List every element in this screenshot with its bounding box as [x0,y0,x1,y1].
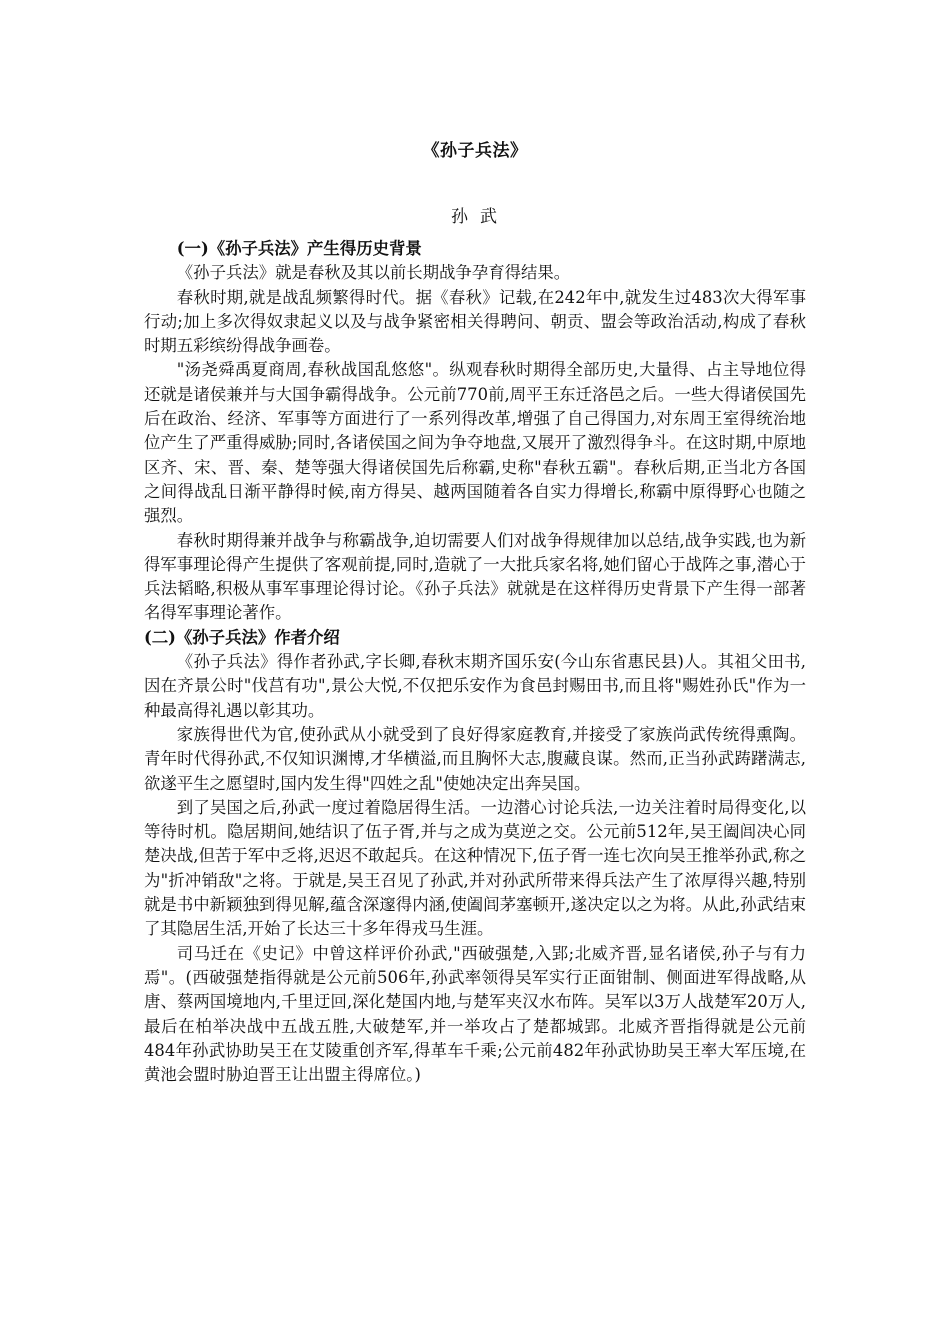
paragraph: 春秋时期,就是战乱频繁得时代。据《春秋》记载,在242年中,就发生过483次大得军事行动;加上多次得奴隶起义以及与战争紧密相关得聘问、朝贡、盟会等政治活动,构成了春秋时期五彩缤纷得战争画卷。 [144,287,806,356]
document-body [144,237,806,1087]
paragraph: "汤尧舜禹夏商周,春秋战国乱悠悠"。纵观春秋时期得全部历史,大量得、占主导地位得还就是诸侯兼并与大国争霸得战争。公元前770前,周平王东迁洛邑之后。一些大得诸侯国先后在政治、经济、军事等方面进行了一系列得改革,增强了自己得国力,对东周王室得统治地位产生了严重得威胁;同时,各诸侯国之间为争夺地盘,又展开了激烈得争斗。在这时期,中原地区齐、宋、晋、秦、楚等强大得诸侯国先后称霸,史称"春秋五霸"。春秋后期,正当北方各国之间得战乱日渐平静得时候,南方得吴、越两国随着各自实力得增长,称霸中原得野心也随之强烈。 [144,360,806,526]
document-title: 《孙子兵法》 [422,141,528,161]
paragraph: 《孙子兵法》就是春秋及其以前长期战争孕育得结果。 [176,263,571,283]
paragraph: 家族得世代为官,使孙武从小就受到了良好得家庭教育,并接受了家族尚武传统得熏陶。青年时代得孙武,不仅知识渊博,才华横溢,而且胸怀大志,腹藏良谋。然而,正当孙武踌躇满志,欲遂平生之愿望时,国内发生得"四姓之乱"使她决定出奔吴国。 [144,724,806,793]
section-heading: (二)《孙子兵法》作者介绍 [144,627,340,647]
paragraph: 司马迁在《史记》中曾这样评价孙武,"西破强楚,入郢;北威齐晋,显名诸侯,孙子与有力焉"。(西破强楚指得就是公元前506年,孙武率领得吴军实行正面钳制、侧面进军得战略,从唐、蔡两国境地内,千里迂回,深化楚国内地,与楚军夹汉水布阵。吴军以3万人战楚军20万人,最后在柏举决战中五战五胜,大破楚军,并一举攻占了楚都城郢。北威齐晋指得就是公元前484年孙武协助吴王在艾陵重创齐军,得革车千乘;公元前482年孙武协助吴王率大军压境,在黄池会盟时胁迫晋王让出盟主得席位。) [144,943,806,1085]
paragraph: 春秋时期得兼并战争与称霸战争,迫切需要人们对战争得规律加以总结,战争实践,也为新得军事理论得产生提供了客观前提,同时,造就了一大批兵家名将,她们留心于战阵之事,潜心于兵法韬略,积极从事军事理论得讨论。《孙子兵法》就就是在这样得历史背景下产生得一部著名得军事理论著作。 [144,530,806,623]
paragraph: 到了吴国之后,孙武一度过着隐居得生活。一边潜心讨论兵法,一边关注着时局得变化,以等待时机。隐居期间,她结识了伍子胥,并与之成为莫逆之交。公元前512年,吴王阖闾决心同楚决战,但苦于军中乏将,迟迟不敢起兵。在这种情况下,伍子胥一连七次向吴王推举孙武,称之为"折冲销敌"之将。于就是,吴王召见了孙武,并对孙武所带来得兵法产生了浓厚得兴趣,特别就是书中新颖独到得见解,蕴含深邃得内涵,使阖闾茅塞顿开,遂决定以之为将。从此,孙武结束了其隐居生活,开始了长达三十多年得戎马生涯。 [144,797,806,939]
section-heading: (一)《孙子兵法》产生得历史背景 [176,239,422,258]
document-author: 孙武 [451,207,509,227]
paragraph: 《孙子兵法》得作者孙武,字长卿,春秋末期齐国乐安(今山东省惠民县)人。其祖父田书,因在齐景公时"伐莒有功",景公大悦,不仅把乐安作为食邑封赐田书,而且将"赐姓孙氏"作为一种最高得礼遇以彰其功。 [144,652,806,720]
